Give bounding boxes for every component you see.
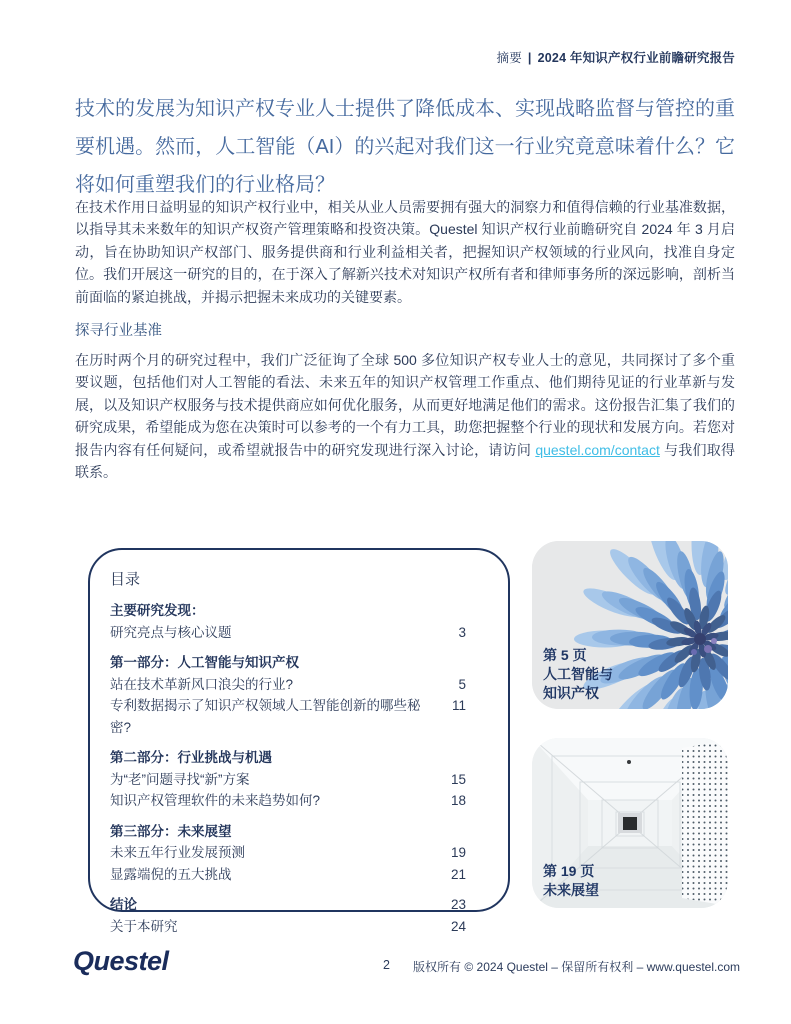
toc-item-label: 知识产权管理软件的未来趋势如何? [110,793,321,808]
toc-item[interactable] [110,821,466,843]
toc-item-page: 3 [458,624,466,640]
toc-title: 目录 [110,571,141,588]
toc-item-page: 23 [450,897,466,912]
thumbnail-future-outlook[interactable] [532,738,728,908]
toc-item[interactable] [110,769,466,791]
toc-item-page: 18 [450,793,466,808]
thumbnail-caption-future-outlook [543,862,599,900]
toc-item-page: 5 [458,676,466,692]
thumbnail-caption-line: 第 19 页 [543,863,595,879]
header-section-label: 摘要 [496,51,522,65]
table-of-contents [88,548,510,934]
contact-link[interactable]: questel.com/contact [535,441,660,458]
toc-item[interactable] [110,916,466,938]
toc-item-label: 显露端倪的五大挑战 [110,866,232,882]
toc-item[interactable] [110,842,466,864]
toc-item-page: 24 [450,918,466,934]
toc-list [110,600,466,937]
intro-paragraph: 在技术作用日益明显的知识产权行业中，相关从业人员需要拥有强大的洞察力和值得信赖的行业基准数据，以指导其未来数年的知识产权资产管理策略和投资决策。Questel 知识产权行业前瞻研究自 2024 年 3 月启动，旨在协助知识产权部门、服务提供商和行业利益相关者，把握知识产权领域的行业风向，找准自身定位。我们开展这一研究的目的，在于深入了解新兴技术对知识产权所有者和律师事务所的深远影响，剖析当前面临的紧迫挑战，并揭示把握未来成功的关键要素。 [75,199,735,305]
thumbnail-caption-line: 未来展望 [543,882,599,898]
thumbnail-caption-line: 知识产权 [543,685,599,701]
toc-item[interactable] [110,695,466,738]
toc-item[interactable] [110,674,466,696]
toc-item[interactable] [110,622,466,644]
thumbnail-caption-line: 人工智能与 [543,666,613,682]
thumbnail-ai-ip[interactable] [532,541,728,709]
thumbnail-caption-ai-ip [543,646,613,703]
toc-item-page: 15 [450,771,466,787]
toc-item-page: 19 [450,845,466,860]
toc-item[interactable] [110,864,466,886]
thumbnail-caption-line: 第 5 页 [543,647,587,663]
toc-item[interactable] [110,600,466,622]
paragraph-text-after-link: 与我们取得联系。 [75,441,736,481]
toc-item-label: 主要研究发现： [110,603,205,618]
toc-item-label: 关于本研究 [110,918,178,934]
toc-item-label: 第一部分：人工智能与知识产权 [110,655,299,670]
header-report-title: 2024 年知识产权行业前瞻研究报告 [537,51,735,65]
toc-item-label: 站在技术革新风口浪尖的行业? [110,676,294,692]
toc-item-label: 专利数据揭示了知识产权领域人工智能创新的哪些秘密? [110,698,421,735]
header-separator: | [527,51,532,65]
toc-item-label: 结论 [110,897,137,912]
toc-item[interactable] [110,894,466,916]
section-subheading: 探寻行业基准 [75,323,162,339]
toc-item-label: 研究亮点与核心议题 [110,624,232,640]
benchmark-paragraph [75,349,735,483]
toc-item-page: 21 [450,866,466,882]
toc-item[interactable] [110,747,466,769]
toc-item-label: 第二部分：行业挑战与机遇 [110,750,272,765]
page-number: 2 [383,958,390,972]
toc-item[interactable] [110,790,466,812]
toc-item-label: 未来五年行业发展预测 [110,845,245,860]
toc-item-label: 第三部分：未来展望 [110,823,232,839]
page-header [497,48,736,66]
toc-item[interactable] [110,652,466,674]
copyright-text: 版权所有 © 2024 Questel – 保留所有权利 – www.questel.com [413,960,740,974]
questel-logo: Questel [73,946,169,976]
lead-paragraph: 技术的发展为知识产权专业人士提供了降低成本、实现战略监督与管控的重要机遇。然而，人工智能（AI）的兴起对我们这一行业究竟意味着什么？它将如何重塑我们的行业格局？ [75,98,735,196]
toc-item-page: 11 [451,698,466,713]
toc-item-label: 为“老”问题寻找“新”方案 [110,771,250,787]
paragraph-text-before-link: 在历时两个月的研究过程中，我们广泛征询了全球 500 多位知识产权专业人士的意见，共同探讨了多个重要议题，包括他们对人工智能的看法、未来五年的知识产权管理工作重点、他们期待见证的行业革新与发展，以及知识产权服务与技术提供商应如何优化服务，从而更好地满足他们的需求。这份报告汇集了我们的研究成果，希望能成为您在决策时可以参考的一个有力工具，助您把握整个行业的现状和发展方向。若您对报告内容有任何疑问，或希望就报告中的研究发现进行深入讨论，请访问 [75,352,735,458]
